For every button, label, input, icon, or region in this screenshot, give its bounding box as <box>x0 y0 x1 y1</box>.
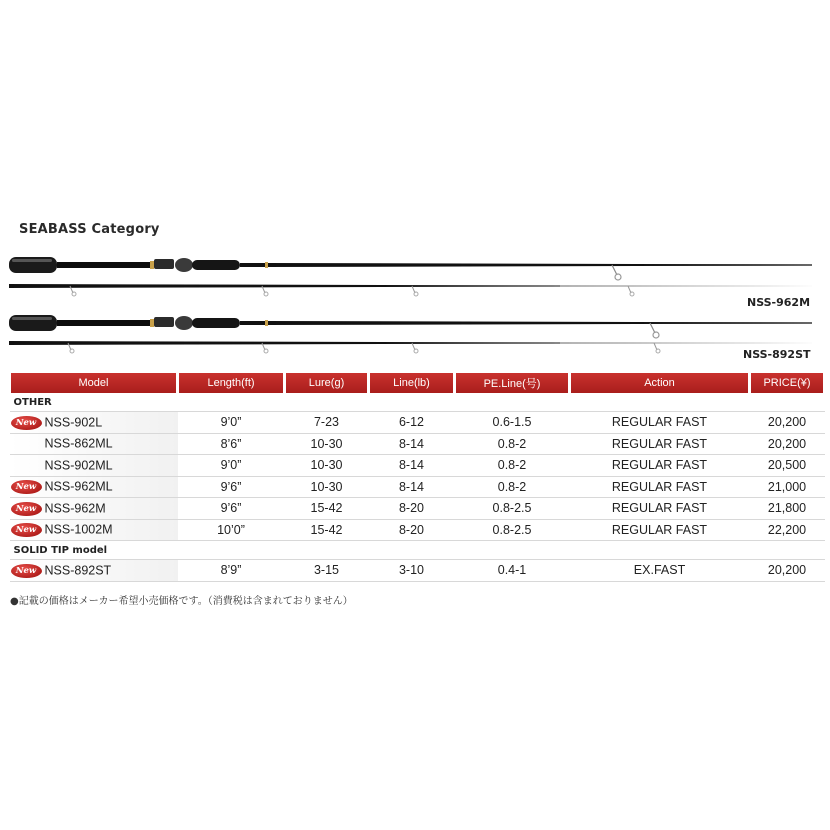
header-length: Length(ft) <box>178 373 285 393</box>
price-cell: 20,200 <box>750 433 825 455</box>
line-cell: 8-20 <box>369 498 455 520</box>
action-cell: REGULAR FAST <box>570 498 750 520</box>
spec-table-body <box>10 393 825 581</box>
pe-cell: 0.8-2 <box>455 455 570 477</box>
rod-label-nss-962m: NSS-962M <box>747 296 811 309</box>
table-row <box>10 519 825 541</box>
lure-cell: 15-42 <box>285 519 369 541</box>
table-row <box>10 455 825 477</box>
new-badge-icon: New <box>11 416 42 430</box>
section-title: SOLID TIP model <box>10 541 825 560</box>
action-cell: REGULAR FAST <box>570 519 750 541</box>
section-row <box>10 393 825 412</box>
model-cell <box>10 519 178 541</box>
length-cell: 9’0” <box>178 412 285 434</box>
header-action: Action <box>570 373 750 393</box>
model-cell <box>10 433 178 455</box>
action-cell: REGULAR FAST <box>570 433 750 455</box>
pe-cell: 0.6-1.5 <box>455 412 570 434</box>
rod-image-nss-962m <box>9 257 818 296</box>
model-cell <box>10 476 178 498</box>
category-title: SEABASS Category <box>19 222 160 237</box>
price-note: ●記載の価格はメーカー希望小売価格です。（消費税は含まれておりません） <box>10 596 353 607</box>
pe-cell: 0.4-1 <box>455 560 570 582</box>
action-cell: REGULAR FAST <box>570 455 750 477</box>
length-cell: 10’0” <box>178 519 285 541</box>
lure-cell: 10-30 <box>285 476 369 498</box>
table-row <box>10 498 825 520</box>
model-cell <box>10 498 178 520</box>
section-row <box>10 541 825 560</box>
header-model: Model <box>10 373 178 393</box>
model-name: NSS-962M <box>44 501 106 516</box>
lure-cell: 10-30 <box>285 433 369 455</box>
line-cell: 8-14 <box>369 476 455 498</box>
model-name: NSS-902L <box>44 415 103 430</box>
action-cell: REGULAR FAST <box>570 476 750 498</box>
length-cell: 9’0” <box>178 455 285 477</box>
rod-image-nss-892st <box>9 315 818 353</box>
length-cell: 8’9” <box>178 560 285 582</box>
length-cell: 9’6” <box>178 476 285 498</box>
lure-cell: 10-30 <box>285 455 369 477</box>
pe-cell: 0.8-2 <box>455 433 570 455</box>
line-cell: 6-12 <box>369 412 455 434</box>
model-name: NSS-902ML <box>44 458 113 473</box>
model-name: NSS-862ML <box>44 437 113 452</box>
line-cell: 8-20 <box>369 519 455 541</box>
pe-cell: 0.8-2.5 <box>455 498 570 520</box>
table-row <box>10 412 825 434</box>
new-badge-icon: New <box>11 502 42 516</box>
table-row <box>10 433 825 455</box>
rod-images <box>0 245 830 365</box>
lure-cell: 7-23 <box>285 412 369 434</box>
lure-cell: 3-15 <box>285 560 369 582</box>
pe-cell: 0.8-2 <box>455 476 570 498</box>
new-badge-icon: New <box>11 564 42 578</box>
pe-cell: 0.8-2.5 <box>455 519 570 541</box>
spec-table-header <box>10 373 825 393</box>
price-cell: 20,200 <box>750 560 825 582</box>
lure-cell: 15-42 <box>285 498 369 520</box>
table-row <box>10 476 825 498</box>
action-cell: EX.FAST <box>570 560 750 582</box>
line-cell: 3-10 <box>369 560 455 582</box>
section-title: OTHER <box>10 393 825 412</box>
model-name: NSS-1002M <box>44 523 113 538</box>
model-name: NSS-962ML <box>44 480 113 495</box>
length-cell: 9’6” <box>178 498 285 520</box>
price-cell: 20,200 <box>750 412 825 434</box>
header-price: PRICE(¥) <box>750 373 825 393</box>
model-name: NSS-892ST <box>44 563 112 578</box>
model-cell <box>10 412 178 434</box>
model-cell <box>10 455 178 477</box>
price-cell: 21,000 <box>750 476 825 498</box>
new-badge-icon: New <box>11 480 42 494</box>
price-cell: 21,800 <box>750 498 825 520</box>
action-cell: REGULAR FAST <box>570 412 750 434</box>
new-badge-icon: New <box>11 523 42 537</box>
header-pe-line: PE.Line(号) <box>455 373 570 393</box>
price-cell: 20,500 <box>750 455 825 477</box>
line-cell: 8-14 <box>369 455 455 477</box>
header-line: Line(lb) <box>369 373 455 393</box>
length-cell: 8’6” <box>178 433 285 455</box>
header-lure: Lure(g) <box>285 373 369 393</box>
price-cell: 22,200 <box>750 519 825 541</box>
table-row <box>10 560 825 582</box>
rod-label-nss-892st: NSS-892ST <box>743 348 811 361</box>
model-cell <box>10 560 178 582</box>
line-cell: 8-14 <box>369 433 455 455</box>
spec-table <box>8 373 826 582</box>
